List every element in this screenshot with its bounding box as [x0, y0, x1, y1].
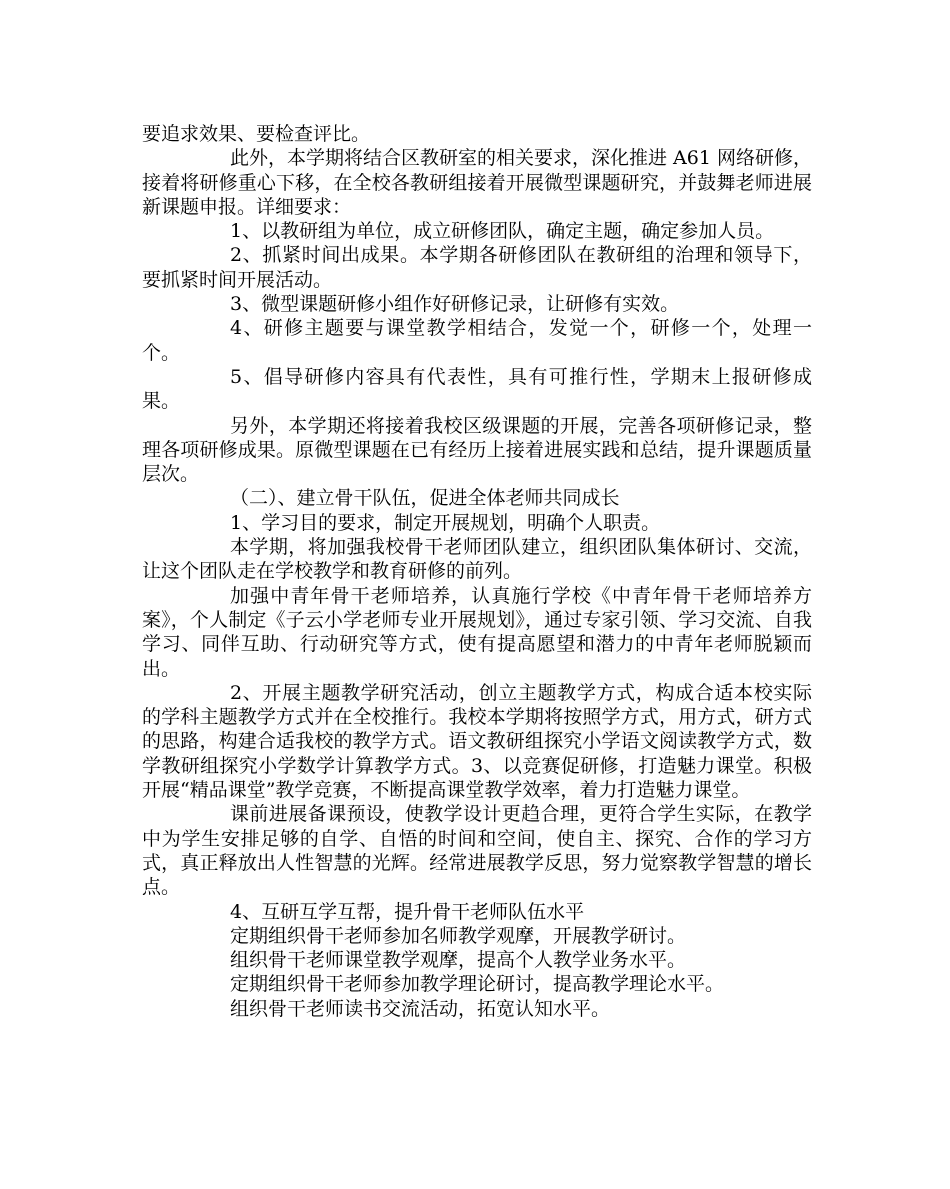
paragraph-17: 组织骨干老师课堂教学观摩，提高个人教学业务水平。 [230, 949, 687, 972]
paragraph-13: 2、开展主题教学研究活动，创立主题教学方式，构成合适本校实际的学科主题教学方式并在全校推行。我校本学期将按照学方式，用方式，研方式的思路，构建合适我校的教学方式。语文教研组探究小学语文阅读教学方式，数学教研组探究小学数学计算教学方式。3、以竞赛促研修，打造魅力课堂。积极开展“精品课堂”教学竞赛，不断提高课堂教学效率，着力打造魅力课堂。 [142, 681, 812, 802]
paragraph-14: 课前进展备课预设，使教学设计更趋合理，更符合学生实际，在教学中为学生安排足够的自学、自悟的时间和空间，使自主、探究、合作的学习方式，真正释放出人性智慧的光辉。经常进展教学反思，努力觉察教学智慧的增长点。 [142, 803, 812, 899]
paragraph-12: 加强中青年骨干老师培养，认真施行学校《中青年骨干老师培养方案》，个人制定《子云小学老师专业开展规划》，通过专家引领、学习交流、自我学习、同伴互助、行动研究等方式，使有提高愿望和潜力的中青年老师脱颖而出。 [142, 584, 812, 680]
paragraph-19: 组织骨干老师读书交流活动，拓宽认知水平。 [230, 997, 611, 1020]
paragraph-16: 定期组织骨干老师参加名师教学观摩，开展教学研讨。 [230, 924, 687, 947]
paragraph-15: 4、互研互学互帮，提升骨干老师队伍水平 [230, 900, 585, 923]
paragraph-18: 定期组织骨干老师参加教学理论研讨，提高教学理论水平。 [230, 973, 725, 996]
paragraph-2: 此外，本学期将结合区教研室的相关要求，深化推进 A61 网络研修，接着将研修重心下移，在全校各教研组接着开展微型课题研究，并鼓舞老师进展新课题申报。详细要求： [142, 147, 812, 218]
paragraph-5: 3、微型课题研修小组作好研修记录，让研修有实效。 [230, 293, 680, 316]
paragraph-1: 要追求效果、要检查评比。 [142, 123, 371, 145]
paragraph-3: 1、以教研组为单位，成立研修团队，确定主题，确定参加人员。 [230, 220, 775, 243]
paragraph-6: 4、研修主题要与课堂教学相结合，发觉一个，研修一个，处理一个。 [142, 317, 812, 364]
paragraph-4: 2、抓紧时间出成果。本学期各研修团队在教研组的治理和领导下，要抓紧时间开展活动。 [142, 244, 812, 291]
section-heading: （二）、建立骨干队伍，促进全体老师共同成长 [230, 487, 620, 510]
paragraph-10: 1、学习目的要求，制定开展规划，明确个人职责。 [230, 511, 661, 534]
paragraph-7: 5、倡导研修内容具有代表性，具有可推行性，学期末上报研修成果。 [142, 365, 812, 413]
paragraph-11: 本学期，将加强我校骨干老师团队建立，组织团队集体研讨、交流，让这个团队走在学校教学和教育研修的前列。 [142, 536, 812, 583]
document-body [142, 122, 812, 1021]
paragraph-8: 另外，本学期还将接着我校区级课题的开展，完善各项研修记录，整理各项研修成果。原微型课题在已有经历上接着进展实践和总结，提升课题质量层次。 [142, 414, 812, 486]
